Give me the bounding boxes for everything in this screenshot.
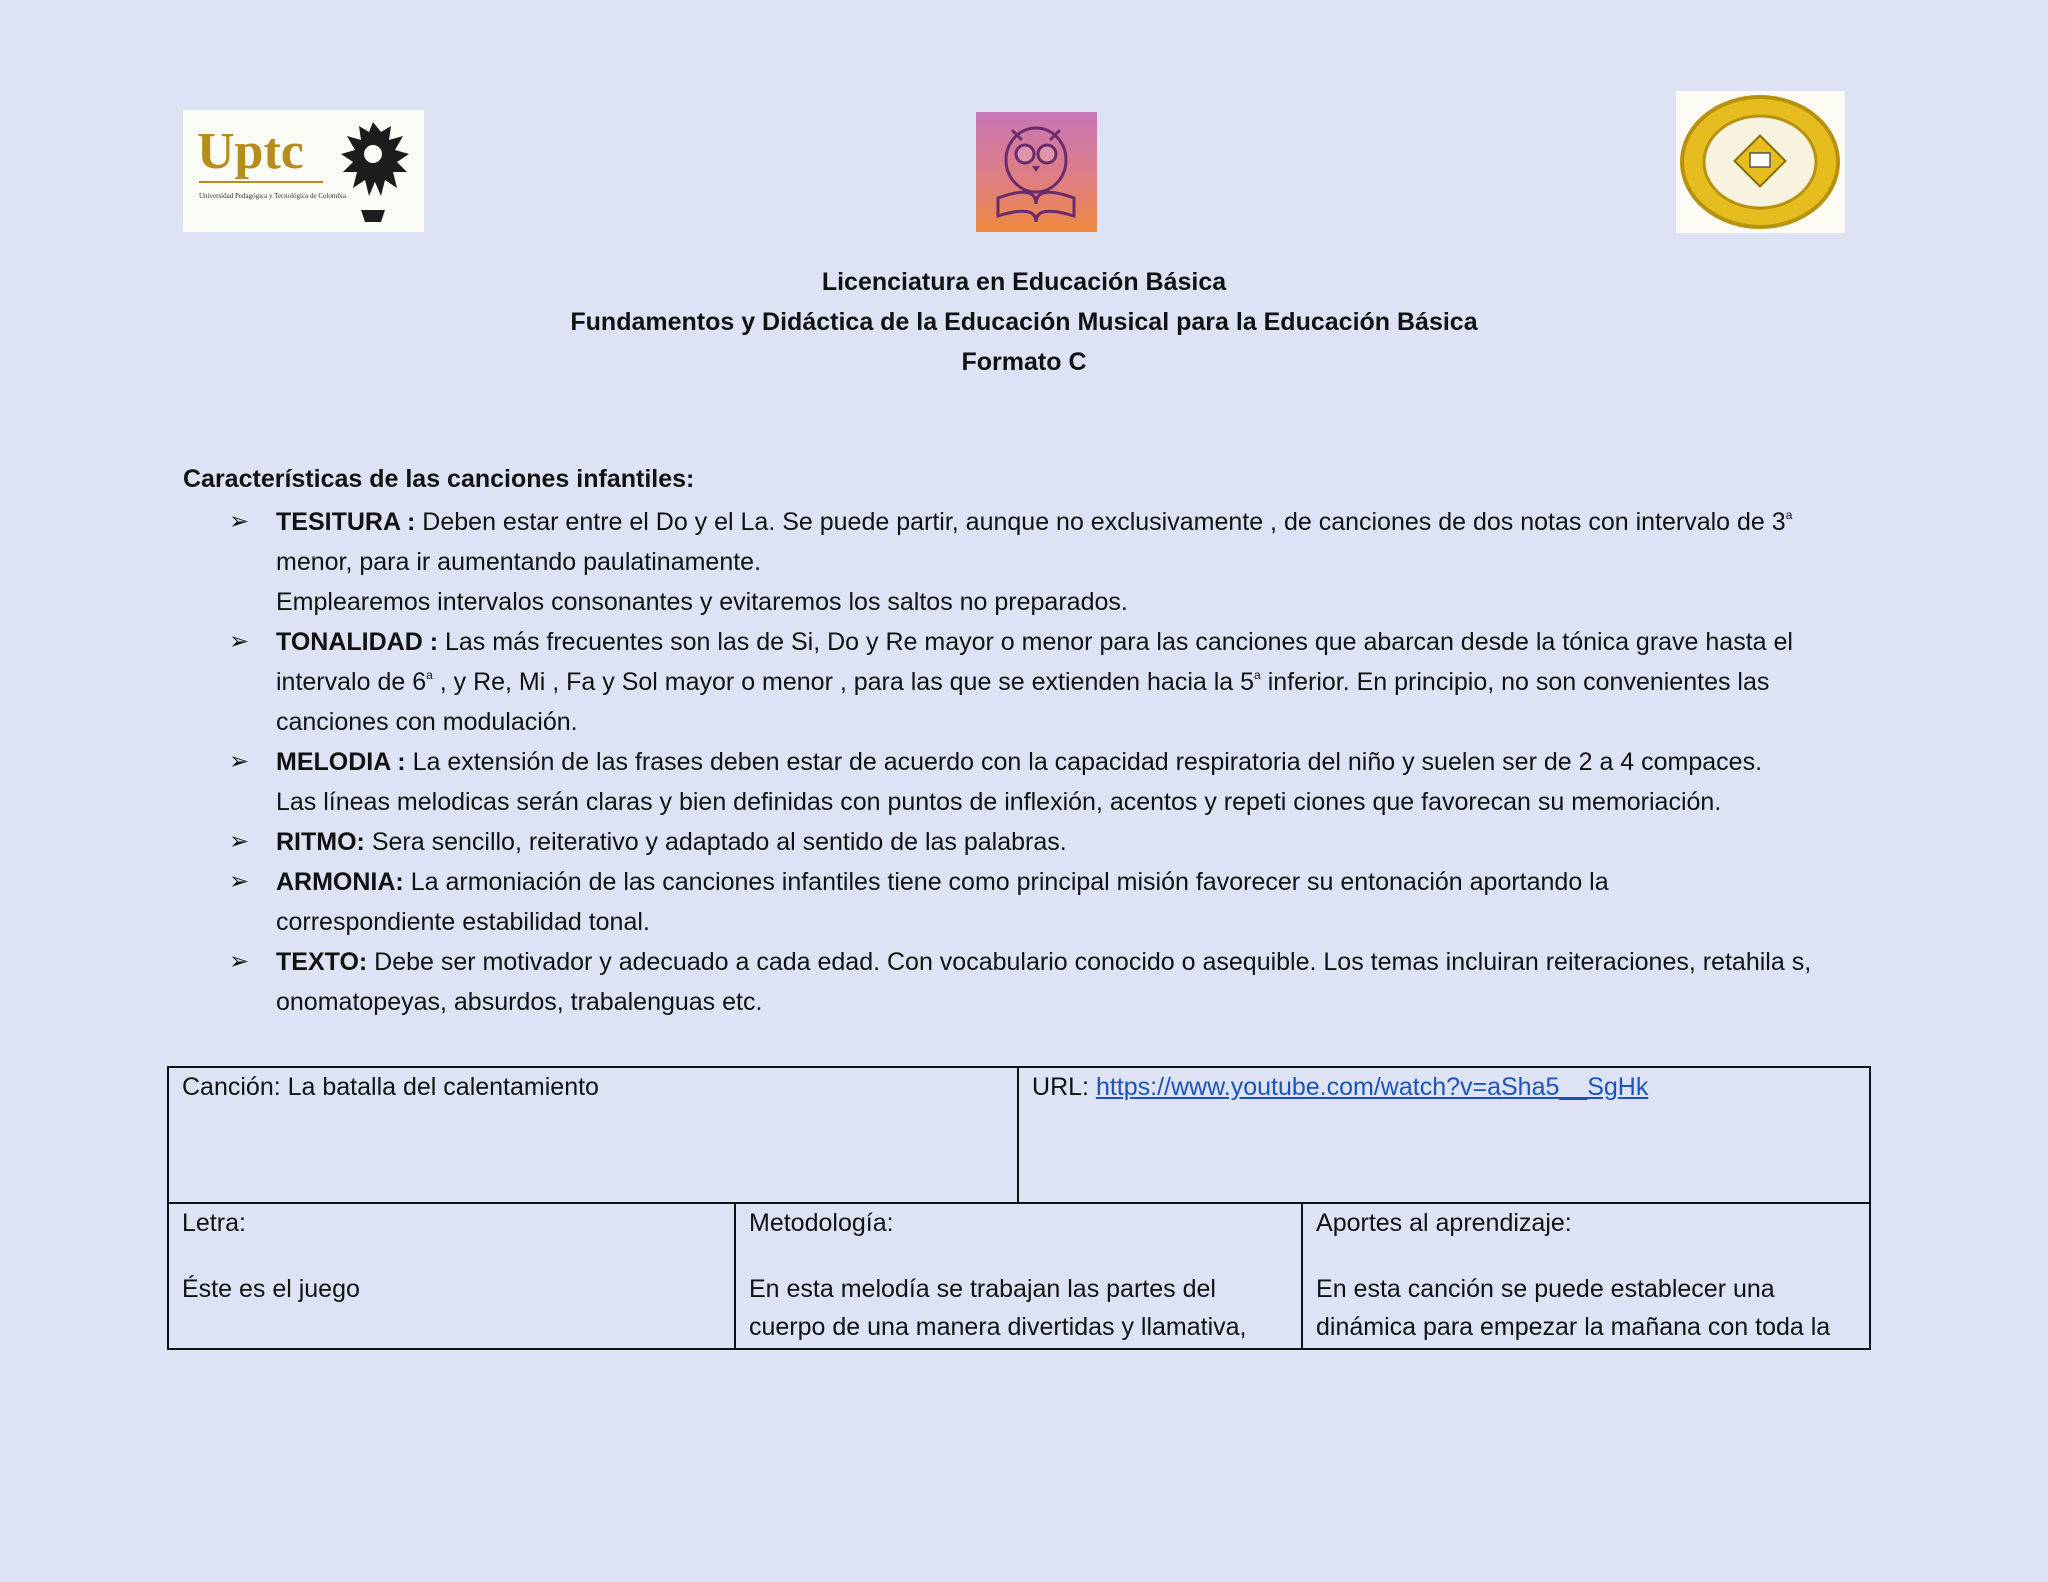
methodology-label: Metodología: bbox=[749, 1209, 894, 1237]
header-line-1: Licenciatura en Educación Básica bbox=[821, 268, 1227, 296]
seal-logo bbox=[1676, 91, 1845, 233]
contributions-line: En esta canción se puede establecer una bbox=[1316, 1275, 1775, 1303]
item-keyword: RITMO: bbox=[276, 828, 365, 856]
methodology-line: En esta melodía se trabajan las partes del bbox=[749, 1275, 1216, 1303]
item-keyword: TEXTO: bbox=[276, 948, 368, 976]
document-header bbox=[0, 262, 2048, 382]
header-line-3: Formato C bbox=[961, 348, 1087, 376]
list-item: ➢ TONALIDAD : Las más frecuentes son las de Si, Do y Re mayor o menor para las canciones que abarcan desde la tónica grave hasta el intervalo de 6$^a$ , y Re, Mi , Fa y Sol mayor o menor , para las que se extienden hacia la 5$^a$ inferior. En principio, no son convenientes las canciones con modulación. bbox=[183, 622, 1863, 742]
song-label: Canción: La batalla del calentamiento bbox=[182, 1073, 599, 1101]
list-item: ➢ TEXTO: Debe ser motivador y adecuado a cada edad. Con vocabulario conocido o asequible. Los temas incluiran reiteraciones, retahila s, onomatopeyas, absurdos, trabalenguas etc. bbox=[183, 942, 1863, 1022]
arrow-bullet-icon: ➢ bbox=[229, 628, 250, 655]
list-item: ➢ RITMO: Sera sencillo, reiterativo y adaptado al sentido de las palabras. bbox=[183, 822, 1863, 862]
list-item: ➢ MELODIA : La extensión de las frases deben estar de acuerdo con la capacidad respiratoria del niño y suelen ser de 2 a 4 compaces. Las líneas melodicas serán claras y bien definidas con puntos de inflexión, acentos y repeti ciones que favorecan su memoriación. bbox=[183, 742, 1863, 822]
url-label: URL: bbox=[1032, 1073, 1089, 1101]
song-cell bbox=[168, 1067, 1018, 1203]
lyrics-cell bbox=[168, 1203, 735, 1349]
contributions-line: dinámica para empezar la mañana con toda la bbox=[1316, 1313, 1831, 1341]
methodology-line: cuerpo de una manera divertidas y llamativa, bbox=[749, 1313, 1247, 1341]
lyrics-label: Letra: bbox=[182, 1209, 246, 1237]
arrow-bullet-icon: ➢ bbox=[229, 948, 250, 975]
owl-book-icon bbox=[976, 112, 1097, 232]
list-item: ➢ ARMONIA: La armoniación de las canciones infantiles tiene como principal misión favorecer su entonación aportando la correspondiente estabilidad tonal. bbox=[183, 862, 1863, 942]
section-title: Características de las canciones infantiles: bbox=[183, 465, 695, 493]
arrow-bullet-icon: ➢ bbox=[229, 868, 250, 895]
uptc-logo bbox=[183, 110, 424, 232]
uptc-logo-subtitle: Universidad Pedagógica y Tecnológica de Colombia bbox=[199, 192, 346, 200]
methodology-cell bbox=[735, 1203, 1302, 1349]
item-keyword: ARMONIA: bbox=[276, 868, 404, 896]
arrow-bullet-icon: ➢ bbox=[229, 508, 250, 535]
eagle-icon bbox=[341, 122, 409, 222]
header-line-2: Fundamentos y Didáctica de la Educación Musical para la Educación Básica bbox=[570, 308, 1478, 336]
uptc-logo-text: Uptc bbox=[197, 123, 304, 180]
owl-logo bbox=[976, 112, 1097, 232]
list-item: ➢ TESITURA : Deben estar entre el Do y el La. Se puede partir, aunque no exclusivamente , de canciones de dos notas con intervalo de 3$^a$ menor, para ir aumentando paulatinamente. Emplearemos intervalos consonantes y evitaremos los saltos no preparados. bbox=[183, 502, 1863, 622]
lyrics-text: Éste es el juego bbox=[182, 1275, 360, 1303]
item-keyword: TESITURA : bbox=[276, 508, 416, 536]
song-table bbox=[167, 1066, 1871, 1350]
arrow-bullet-icon: ➢ bbox=[229, 828, 250, 855]
contributions-label: Aportes al aprendizaje: bbox=[1316, 1209, 1572, 1237]
contributions-cell bbox=[1302, 1203, 1870, 1349]
item-keyword: TONALIDAD : bbox=[276, 628, 439, 656]
seal-book-icon bbox=[1676, 91, 1845, 233]
item-keyword: MELODIA : bbox=[276, 748, 406, 776]
arrow-bullet-icon: ➢ bbox=[229, 748, 250, 775]
youtube-link[interactable]: https://www.youtube.com/watch?v=aSha5__SgHk bbox=[1095, 1073, 1649, 1101]
features-list bbox=[183, 502, 1863, 1022]
url-cell bbox=[1018, 1067, 1870, 1203]
